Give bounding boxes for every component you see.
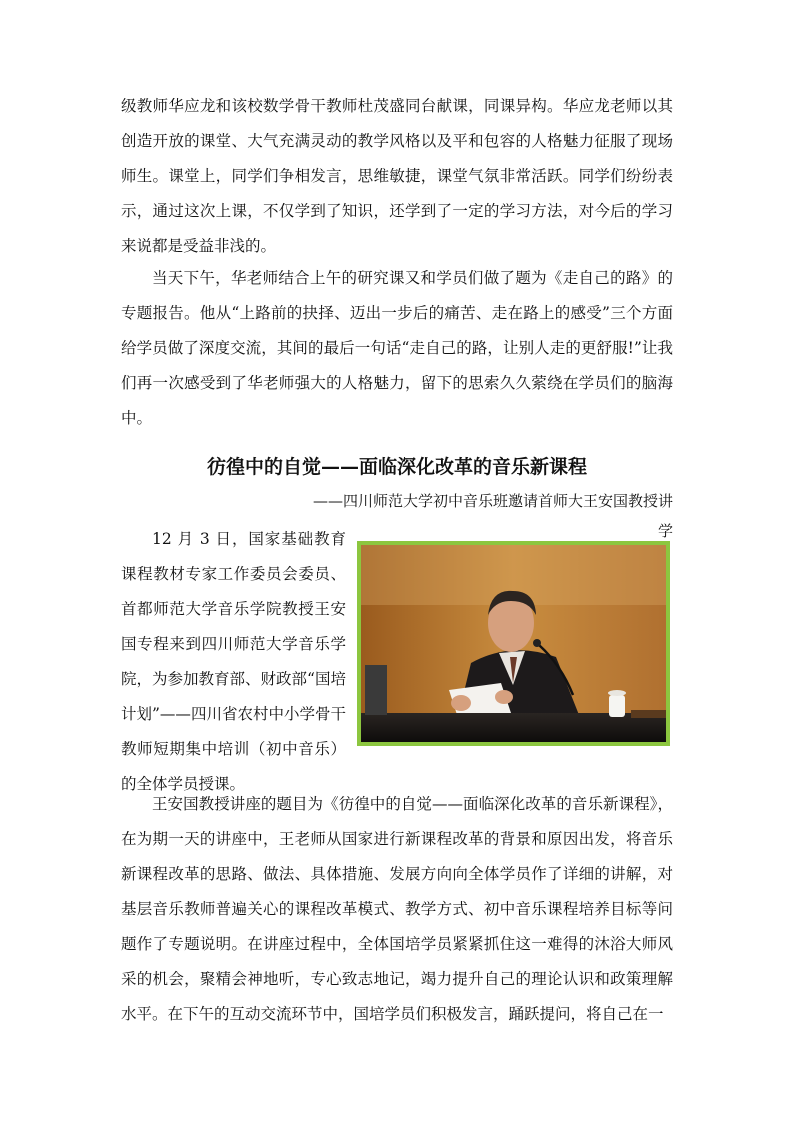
article2-subtitle: ——四川师范大学初中音乐班邀请首师大王安国教授讲学: [312, 492, 673, 540]
article2-paragraph-2: 王安国教授讲座的题目为《彷徨中的自觉——面临深化改革的音乐新课程》，在为期一天的讲座中，王老师从国家进行新课程改革的背景和原因出发，将音乐新课程改革的思路、做法、具体措施、发展方向向全体学员作了详细的讲解，对基层音乐教师普遍关心的课程改革模式、教学方式、初中音乐课程培养目标等问题作了专题说明。在讲座过程中，全体国培学员紧紧抓住这一难得的沐浴大师风采的机会，聚精会神地听，专心致志地记，竭力提升自己的理论认识和政策理解水平。在下午的互动交流环节中，国培学员们积极发言，踊跃提问，将自己在一: [121, 795, 673, 1023]
article2-title: 彷徨中的自觉——面临深化改革的音乐新课程: [206, 456, 587, 478]
desk: [361, 713, 666, 742]
microphone-head: [533, 639, 541, 647]
lecture-photo: [357, 541, 670, 746]
table-edge: [631, 710, 666, 718]
lecture-photo-illustration: [361, 545, 666, 742]
tea-cup-lid: [608, 690, 626, 696]
article1-paragraph-1: 级教师华应龙和该校数学骨干教师杜茂盛同台献课，同课异构。华应龙老师以其创造开放的课堂、大气充满灵动的教学风格以及平和包容的人格魅力征服了现场师生。课堂上，同学们争相发言，思维敏捷，课堂气氛非常活跃。同学们纷纷表示，通过这次上课，不仅学到了知识，还学到了一定的学习方法，对今后的学习来说都是受益非浅的。: [121, 97, 673, 255]
speaker-hand-right: [495, 690, 513, 704]
tea-cup: [609, 695, 625, 717]
desk-device: [365, 665, 387, 715]
article2-paragraph-1: 12 月 3 日，国家基础教育课程教材专家工作委员会委员、首都师范大学音乐学院教授王安国专程来到四川师范大学音乐学院，为参加教育部、财政部“国培计划”——四川省农村中小学骨干教师短期集中培训（初中音乐）的全体学员授课。: [121, 530, 346, 793]
article1-paragraph-2: 当天下午，华老师结合上午的研究课又和学员们做了题为《走自己的路》的专题报告。他从“上路前的抉择、迈出一步后的痛苦、走在路上的感受”三个方面给学员做了深度交流，其间的最后一句话“走自己的路，让别人走的更舒服!”让我们再一次感受到了华老师强大的人格魅力，留下的思索久久萦绕在学员们的脑海中。: [121, 269, 673, 427]
speaker-hand-left: [451, 695, 471, 711]
